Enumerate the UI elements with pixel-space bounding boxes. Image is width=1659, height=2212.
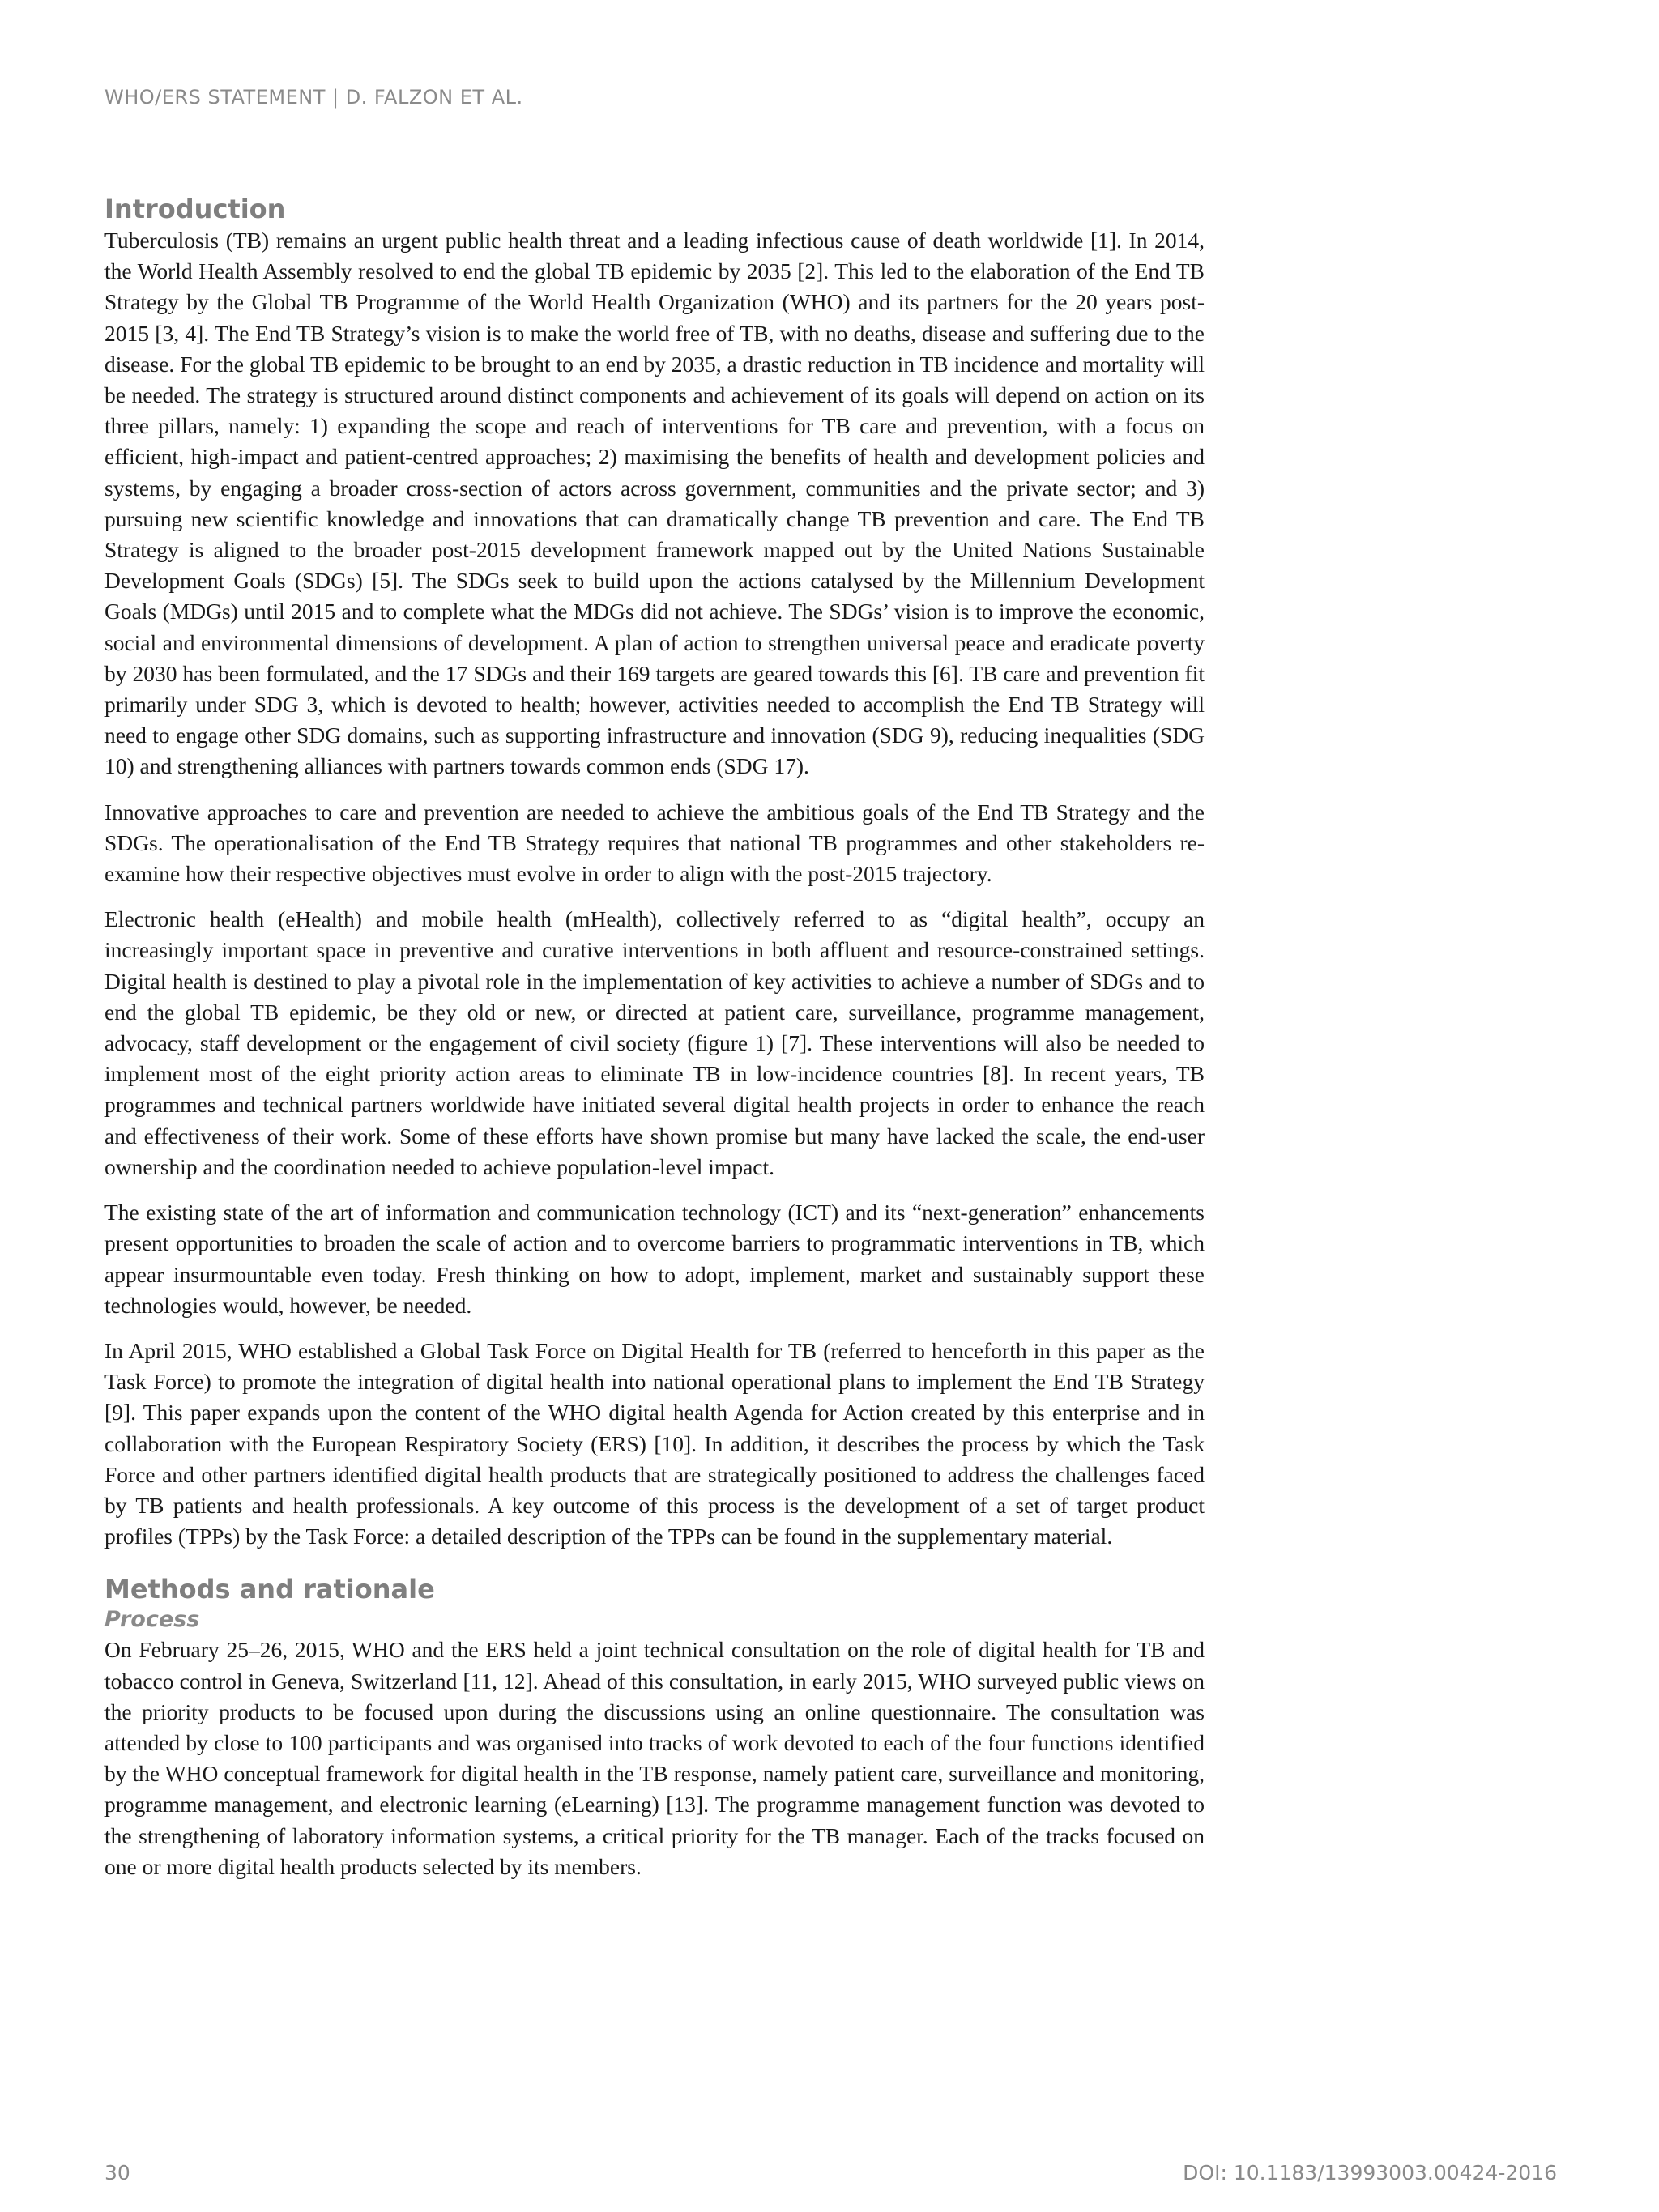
subheading-process: Process xyxy=(104,1607,200,1633)
paragraph: Innovative approaches to care and prevention are needed to achieve the ambitious goals of the End TB Strategy and the SDGs. The operationalisation of the End TB Strategy requires that national TB programmes and other stakeholders re-examine how their respective objectives must evolve in order to align with the post-2015 trajectory. xyxy=(104,799,1205,887)
paragraph: Tuberculosis (TB) remains an urgent public health threat and a leading infectious cause of death worldwide [1]. In 2014, the World Health Assembly resolved to end the global TB epidemic by 2035 [2]. This led to the elaboration of the End TB Strategy by the Global TB Programme of the World Health Organization (WHO) and its partners for the 20 years post-2015 [3, 4]. The End TB Strategy’s vision is to make the world free of TB, with no deaths, disease and suffering due to the disease. For the global TB epidemic to be brought to an end by 2035, a drastic reduction in TB incidence and mortality will be needed. The strategy is structured around distinct components and achievement of its goals will depend on action on its three pillars, namely: 1) expanding the scope and reach of interventions for TB care and prevention, with a focus on efficient, high-impact and patient-centred approaches; 2) maximising the benefits of health and development policies and systems, by engaging a broader cross-section of actors across government, communities and the private sector; and 3) pursuing new scientific knowledge and innovations that can dramatically change TB prevention and care. The End TB Strategy is aligned to the broader post-2015 development framework mapped out by the United Nations Sustainable Development Goals (SDGs) [5]. The SDGs seek to build upon the actions catalysed by the Millennium Development Goals (MDGs) until 2015 and to complete what the MDGs did not achieve. The SDGs’ vision is to improve the economic, social and environmental dimensions of development. A plan of action to strengthen universal peace and eradicate poverty by 2030 has been formulated, and the 17 SDGs and their 169 targets are geared towards this [6]. TB care and prevention fit primarily under SDG 3, which is devoted to health; however, activities needed to accomplish the End TB Strategy will need to engage other SDG domains, such as supporting infrastructure and innovation (SDG 9), reducing inequalities (SDG 10) and strengthening alliances with partners towards common ends (SDG 17). xyxy=(104,228,1205,779)
section-heading-methods: Methods and rationale xyxy=(104,1574,435,1605)
section-heading-introduction: Introduction xyxy=(104,194,286,224)
paragraph: The existing state of the art of information and communication technology (ICT) and its “next-generation” enhancements present opportunities to broaden the scale of action and to overcome barriers to programmatic interventions in TB, which appear insurmountable even today. Fresh thinking on how to adopt, implement, market and sustainably support these technologies would, however, be needed. xyxy=(104,1200,1205,1318)
paragraph: Electronic health (eHealth) and mobile health (mHealth), collectively referred to as “digital health”, occupy an increasingly important space in preventive and curative interventions in both affluent and resource-constrained settings. Digital health is destined to play a pivotal role in the implementation of key activities to achieve a number of SDGs and to end the global TB epidemic, be they old or new, or directed at patient care, surveillance, programme management, advocacy, staff development or the engagement of civil society (figure 1) [7]. These interventions will also be needed to implement most of the eight priority action areas to eliminate TB in low-incidence countries [8]. In recent years, TB programmes and technical partners worldwide have initiated several digital health projects in order to enhance the reach and effectiveness of their work. Some of these efforts have shown promise but many have lacked the scale, the end-user ownership and the coordination needed to achieve population-level impact. xyxy=(104,906,1205,1179)
doi-link[interactable]: DOI: 10.1183/13993003.00424-2016 xyxy=(1183,2161,1557,2184)
paragraph: On February 25–26, 2015, WHO and the ERS held a joint technical consultation on the role of digital health for TB and tobacco control in Geneva, Switzerland [11, 12]. Ahead of this consultation, in early 2015, WHO surveyed public views on the priority products to be focused upon during the discussions using an online questionnaire. The consultation was attended by close to 100 participants and was organised into tracks of work devoted to each of the four functions identified by the WHO conceptual framework for digital health in the TB response, namely patient care, surveillance and monitoring, programme management, and electronic learning (eLearning) [13]. The programme management function was devoted to the strengthening of laboratory information systems, a critical priority for the TB manager. Each of the tracks focused on one or more digital health products selected by its members. xyxy=(104,1637,1205,1879)
running-head: WHO/ERS STATEMENT | D. FALZON ET AL. xyxy=(104,86,523,109)
article-body xyxy=(104,193,1205,1897)
page-number: 30 xyxy=(104,2161,130,2184)
paragraph: In April 2015, WHO established a Global Task Force on Digital Health for TB (referred to henceforth in this paper as the Task Force) to promote the integration of digital health into national operational plans to implement the End TB Strategy [9]. This paper expands upon the content of the WHO digital health Agenda for Action created by this enterprise and in collaboration with the European Respiratory Society (ERS) [10]. In addition, it describes the process by which the Task Force and other partners identified digital health products that are strategically positioned to address the challenges faced by TB patients and health professionals. A key outcome of this process is the development of a set of target product profiles (TPPs) by the Task Force: a detailed description of the TPPs can be found in the supplementary material. xyxy=(104,1337,1205,1549)
